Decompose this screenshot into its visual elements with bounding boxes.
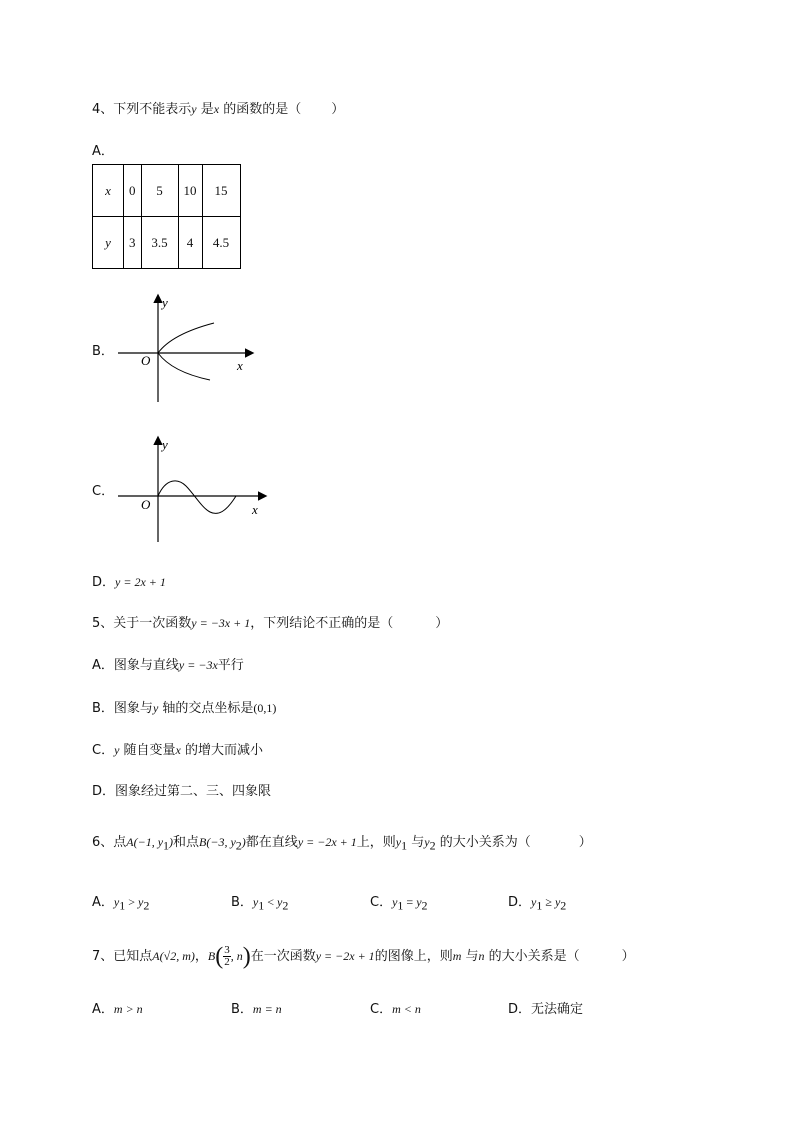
q5-option-c: C．y 随自变量x 的增大而减小 xyxy=(92,743,264,758)
table-row: x 0 5 10 15 xyxy=(93,165,241,217)
q6-stem: 6、点A(−1, $y_1$)和点B(−3, $y_2$)都在直线y = −2x + 1上，则$y_1$ 与$y_2$ 的大小关系为（ ） xyxy=(92,835,592,853)
y-axis-label: y xyxy=(162,437,168,452)
q4-option-a-label: A． xyxy=(92,144,114,159)
q5-option-d: D．图象经过第二、三、四象限 xyxy=(92,784,272,799)
q4-option-d: D．y = 2x + 1 xyxy=(92,575,166,590)
q6-option-d: D．$y_1 \ge y_2$ xyxy=(508,895,567,913)
q7-option-c: C．m < n xyxy=(370,1002,421,1017)
q5-option-a: A．图象与直线y = −3x平行 xyxy=(92,658,244,673)
graph-option-b xyxy=(110,292,270,408)
x-axis-label: x xyxy=(252,502,258,517)
q7-option-d: D．无法确定 xyxy=(508,1002,584,1017)
fraction-three-halves: $\frac{3}{2}$ xyxy=(224,944,230,968)
q6-option-a: A．$y_1 > y_2$ xyxy=(92,895,150,913)
q6-option-c: C．$y_1 = y_2$ xyxy=(370,895,428,913)
q4-stem: 4、下列不能表示y 是x 的函数的是（ ） xyxy=(92,102,345,117)
table-row: y 3 3.5 4 4.5 xyxy=(93,217,241,269)
q7-stem: 7、已知点A(√2, m)，B( $\frac{3}{2}$ , n)在一次函数y = −2x + 1的图像上，则m 与n 的大小关系是（ ） xyxy=(92,943,635,970)
q4-option-c-label: C． xyxy=(92,484,115,499)
x-axis-label: x xyxy=(237,358,243,373)
graph-option-c xyxy=(110,434,275,544)
wave-curve xyxy=(158,481,236,514)
q5-option-b: B．图象与y 轴的交点坐标是(0,1) xyxy=(92,701,277,716)
q4-option-b-label: B． xyxy=(92,344,114,359)
origin-label: O xyxy=(141,497,151,512)
y-axis-label: y xyxy=(162,295,168,310)
q5-stem: 5、关于一次函数y = −3x + 1，下列结论不正确的是（ ） xyxy=(92,616,449,631)
curve-upper xyxy=(158,323,214,353)
q4-value-table xyxy=(92,164,241,269)
q6-option-b: B．$y_1 < y_2$ xyxy=(231,895,289,913)
q7-option-b: B．m = n xyxy=(231,1002,282,1017)
curve-lower xyxy=(158,353,210,380)
origin-label: O xyxy=(141,353,151,368)
q7-option-a: A．m > n xyxy=(92,1002,143,1017)
